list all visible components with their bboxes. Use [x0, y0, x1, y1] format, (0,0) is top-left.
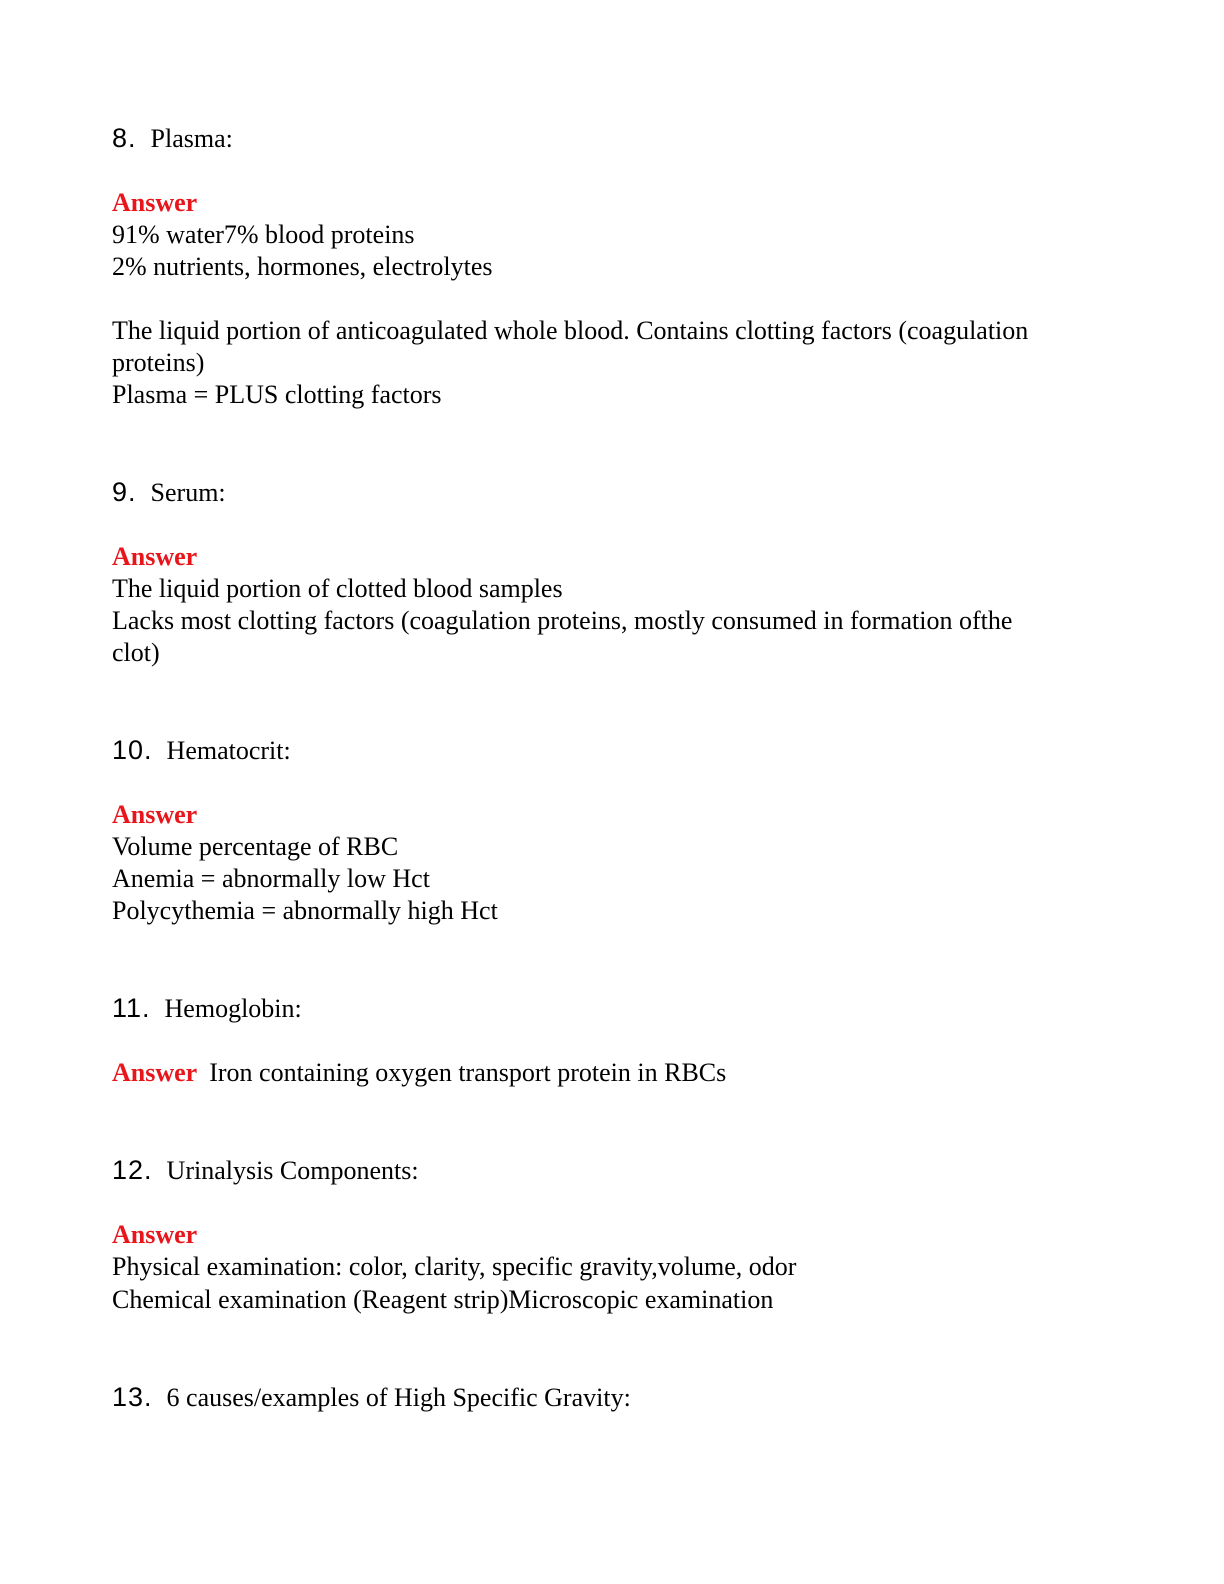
question-number: 12. — [112, 1155, 153, 1185]
question-title: Urinalysis Components: — [166, 1156, 419, 1185]
question-13-heading — [112, 1381, 631, 1414]
question-number: 9. — [112, 477, 137, 507]
question-title: Plasma: — [150, 124, 233, 153]
answer-label: Answer — [112, 800, 198, 829]
answer-line: Lacks most clotting factors (coagulation proteins, mostly consumed in formation ofthe — [112, 606, 1013, 635]
answer-line: Chemical examination (Reagent strip)Microscopic examination — [112, 1285, 774, 1314]
question-9-heading — [112, 476, 226, 509]
answer-label: Answer — [112, 188, 198, 217]
answer-line: Iron containing oxygen transport protein in RBCs — [209, 1058, 727, 1087]
answer-line: clot) — [112, 638, 160, 667]
question-10-heading — [112, 734, 291, 767]
question-title: Hemoglobin: — [164, 994, 302, 1023]
answer-label: Answer — [112, 1058, 198, 1087]
answer-line: Volume percentage of RBC — [112, 832, 399, 861]
answer-line: 91% water7% blood proteins — [112, 220, 415, 249]
question-11-heading — [112, 992, 302, 1025]
answer-line: proteins) — [112, 348, 205, 377]
answer-line: Physical examination: color, clarity, specific gravity,volume, odor — [112, 1252, 797, 1281]
answer-line: Plasma = PLUS clotting factors — [112, 380, 442, 409]
question-number: 11. — [112, 993, 151, 1023]
inline-answer — [112, 1057, 726, 1089]
answer-line: Anemia = abnormally low Hct — [112, 864, 430, 893]
question-12-heading — [112, 1154, 419, 1187]
answer-line: 2% nutrients, hormones, electrolytes — [112, 252, 493, 281]
question-8-heading — [112, 122, 233, 155]
answer-line: The liquid portion of clotted blood samples — [112, 574, 563, 603]
answer-line: Polycythemia = abnormally high Hct — [112, 896, 498, 925]
answer-line: The liquid portion of anticoagulated whole blood. Contains clotting factors (coagulation — [112, 316, 1029, 345]
question-title: Hematocrit: — [166, 736, 291, 765]
question-number: 13. — [112, 1382, 153, 1412]
question-number: 10. — [112, 735, 153, 765]
question-number: 8. — [112, 123, 137, 153]
answer-label: Answer — [112, 542, 198, 571]
question-title: Serum: — [150, 478, 226, 507]
answer-label: Answer — [112, 1220, 198, 1249]
question-title: 6 causes/examples of High Specific Gravity: — [166, 1383, 631, 1412]
